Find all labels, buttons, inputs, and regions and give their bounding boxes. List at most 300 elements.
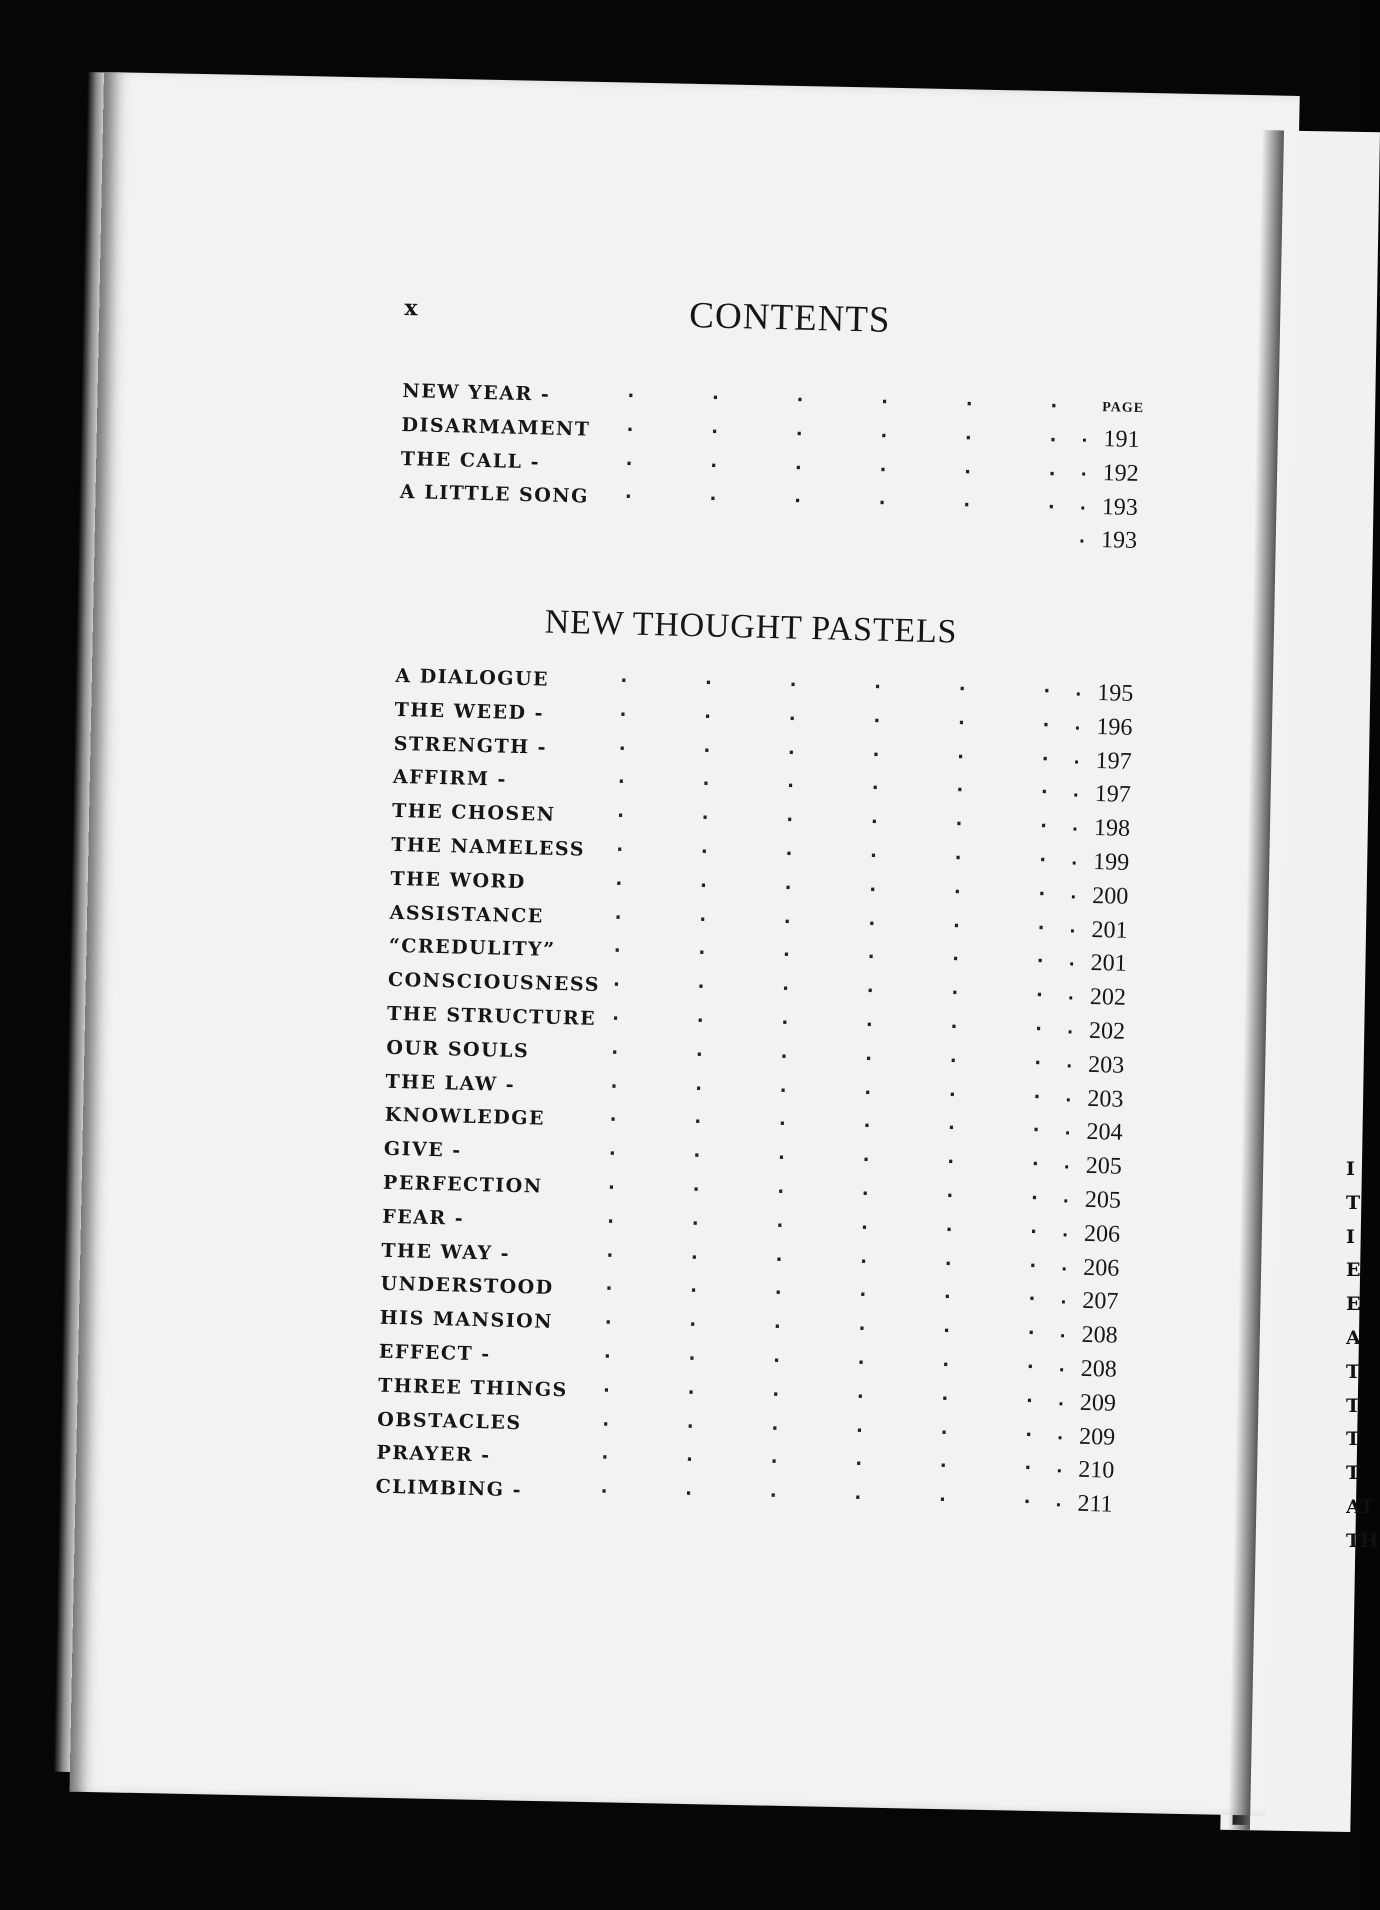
leader-dot: · [1039,849,1047,871]
leader-dot: · [710,421,719,443]
leader-dot: · [627,385,635,407]
toc-entry-page: 211 [1077,1490,1113,1518]
leader-dot: · [1056,1427,1064,1447]
leader-dot: · [702,773,710,795]
leader-dot: · [777,1147,786,1169]
leader-dot: · [789,674,797,696]
toc-entry-page: 203 [1087,1085,1124,1113]
leader-dot: · [784,877,792,899]
toc-entry-title: THE NAMELESS [391,833,586,861]
leader-dot: · [605,1278,613,1300]
leader-dot: · [687,1381,695,1404]
leader-dot: · [1043,680,1051,702]
leader-dot: · [859,1250,868,1273]
leader-dot: · [606,1210,615,1233]
leader-dot: · [957,712,966,734]
leader-dot: · [771,1417,779,1439]
leader-dot: · [1034,1018,1043,1040]
toc-entry-page: 209 [1078,1423,1116,1451]
toc-entry-page-wrapper [1063,1186,1122,1214]
toc-entry-page: 207 [1082,1288,1119,1316]
leader-dot: · [956,780,964,802]
right-page-fragment: T [1346,1191,1361,1214]
toc-entry-page-wrapper [1073,747,1132,775]
dot-leaders [620,670,1050,701]
toc-entry-page-wrapper [1066,1051,1125,1079]
toc-entry-page-wrapper [1074,713,1133,741]
leader-dot: · [1059,1326,1066,1346]
leader-dot: · [878,493,886,515]
toc-entry-page: 196 [1096,713,1133,741]
toc-entry-title: “CREDULITY” [388,935,556,962]
leader-dot: · [608,1143,616,1165]
leader-dot: · [871,777,879,800]
toc-entry-title: NEW YEAR - [402,379,551,406]
leader-dot: · [601,1447,609,1469]
right-page-fragment: E [1346,1259,1361,1282]
leader-dot: · [1024,1424,1033,1446]
leader-dot: · [603,1346,611,1368]
toc-entry-page: 208 [1081,1321,1118,1349]
leader-dot: · [867,946,875,969]
toc-entry-page: 199 [1092,848,1130,876]
toc-entry-page: 205 [1084,1186,1122,1214]
leader-dot: · [688,1348,696,1370]
leader-dot: · [1079,498,1087,518]
right-page-fragment: T [1346,1360,1361,1383]
leader-dot: · [958,678,966,700]
leader-dot: · [783,911,791,933]
toc-entry-page-wrapper [1069,916,1128,944]
toc-entry-page: 206 [1082,1254,1120,1282]
right-page-fragment: E [1346,1293,1361,1316]
toc-entry-title: THE STRUCTURE [386,1002,597,1030]
toc-entry-title: STRENGTH - [393,732,548,759]
leader-dot: · [1061,1225,1069,1245]
toc-entry-page-wrapper [1075,680,1134,708]
leader-dot: · [770,1451,778,1473]
leader-dot: · [955,813,963,835]
leader-dot: · [964,427,973,449]
leader-dot: · [946,1151,955,1173]
pastels-list [375,665,1155,1528]
toc-entry-title: FEAR - [381,1205,465,1230]
leader-dot: · [620,670,628,692]
leader-dot: · [788,708,796,730]
toc-entry-page-wrapper [1056,1457,1115,1485]
leader-dot: · [1025,1390,1034,1412]
leader-dot: · [945,1219,953,1241]
toc-entry-page: 191 [1103,426,1140,453]
toc-entry-title: KNOWLEDGE [384,1104,546,1131]
toc-entry-title: THREE THINGS [377,1374,569,1402]
right-page-fragment: A [1346,1326,1361,1349]
leader-dot: · [880,425,888,447]
leader-dot: · [703,706,712,728]
leader-dot: · [1065,1056,1073,1076]
leader-dot: · [699,875,708,897]
leader-dot: · [1028,1288,1036,1311]
leader-dot: · [868,879,877,901]
leader-dot: · [781,978,790,1000]
leader-dot: · [786,809,794,831]
toc-entry-title: ASSISTANCE [389,901,545,928]
toc-entry-page-wrapper [1061,1254,1120,1282]
toc-entry-title: AFFIRM - [392,766,508,792]
toc-entry-page-wrapper [1070,882,1129,910]
toc-entry-page-wrapper [1072,781,1131,809]
leader-dot: · [963,495,971,517]
leader-dot: · [1057,1394,1065,1414]
leader-dot: · [793,490,802,513]
leader-dot: · [1050,395,1058,417]
toc-entry-page: 202 [1089,984,1127,1011]
leader-dot: · [872,744,880,766]
leader-dot: · [704,672,713,694]
leader-dot: · [956,746,965,768]
leader-dot: · [689,1280,698,1302]
leader-dot: · [1026,1356,1034,1378]
leader-dot: · [1031,1153,1039,1175]
leader-dot: · [869,845,878,867]
toc-entry-page-wrapper [1058,1355,1117,1383]
leader-dot: · [1036,951,1044,973]
toc-entry-page-wrapper [1059,1321,1118,1349]
toc-entry-page: 210 [1078,1457,1115,1485]
toc-entry-page-wrapper [1079,527,1138,555]
leader-dot: · [1039,815,1048,838]
leader-dot: · [782,944,791,966]
page-title: CONTENTS [688,294,892,341]
leader-dot: · [700,841,708,863]
toc-entry-page: 193 [1100,527,1138,555]
toc-entry-title: UNDERSTOOD [380,1273,554,1300]
toc-entry-title: THE CALL - [400,447,541,473]
leader-dot: · [1055,1495,1062,1515]
leader-dot: · [611,1008,620,1030]
leader-dot: · [947,1117,956,1140]
leader-dot: · [1073,752,1080,772]
leader-dot: · [859,1284,867,1306]
leader-dot: · [1070,853,1078,873]
first-group-list [399,379,1162,555]
leader-dot: · [787,742,796,764]
leader-dot: · [1042,714,1050,736]
leader-dot: · [949,1050,957,1072]
leader-dot: · [689,1314,697,1336]
leader-dot: · [609,1109,617,1131]
leader-dot: · [615,873,623,895]
toc-entry-page: 198 [1093,815,1131,843]
leader-dot: · [860,1217,869,1239]
toc-entry-title: HIS MANSION [379,1306,554,1334]
toc-entry-title: EFFECT - [378,1340,491,1366]
leader-dot: · [1064,1123,1071,1143]
leader-dot: · [868,913,876,935]
right-page-fragment: I [1346,1158,1355,1180]
toc-entry-title: CLIMBING - [375,1475,523,1502]
leader-dot: · [944,1253,952,1275]
toc-entry-page-wrapper [1065,1085,1124,1113]
leader-dot: · [1041,748,1049,770]
leader-dot: · [693,1145,701,1167]
right-page-fragment: T [1346,1428,1361,1451]
toc-entry-page: 200 [1092,882,1129,910]
toc-entry-page-wrapper [1067,984,1126,1012]
leader-dot: · [685,1449,694,1471]
leader-dot: · [1074,684,1082,704]
contents-text-block [373,285,1165,1603]
leader-dot: · [1047,497,1055,519]
right-page-fragment: I [1346,1225,1355,1248]
leader-dot: · [616,805,625,827]
leader-dot: · [1030,1187,1039,1209]
toc-entry-title: DISARMAMENT [401,413,591,441]
leader-dot: · [796,389,804,411]
leader-dot: · [943,1286,952,1308]
leader-dot: · [940,1421,948,1444]
leader-dot: · [618,737,626,760]
leader-dot: · [1038,883,1046,905]
leader-dot: · [703,740,711,762]
leader-dot: · [950,1016,958,1038]
right-page-fragment: TH [1346,1529,1379,1552]
leader-dot: · [694,1111,702,1133]
leader-dot: · [1058,1360,1066,1380]
leader-dot: · [780,1046,788,1068]
leader-dot: · [1070,887,1077,907]
leader-dot: · [939,1455,947,1477]
leader-dot: · [626,419,634,441]
toc-entry-title: THE CHOSEN [391,800,556,827]
leader-dot: · [954,847,962,869]
right-page-text-fragments [1346,1153,1378,1559]
leader-dot: · [795,423,803,445]
leader-dot: · [611,1042,619,1064]
toc-entry-page: 205 [1085,1153,1123,1180]
leader-dot: · [880,391,889,413]
toc-entry-page: 201 [1090,950,1128,978]
leader-dot: · [854,1453,863,1475]
toc-entry-page-wrapper [1055,1490,1113,1518]
leader-dot: · [614,906,622,929]
toc-entry-page: 193 [1101,493,1139,521]
right-page-fragment: AT [1346,1495,1374,1518]
leader-dot: · [1029,1255,1037,1277]
dot-leaders [627,385,1057,416]
toc-entry-page-wrapper [1064,1119,1123,1147]
toc-entry-title: THE WAY - [381,1239,511,1265]
leader-dot: · [769,1485,777,1507]
leader-dot: · [1049,429,1057,451]
leader-dot: · [938,1489,947,1511]
leader-dot: · [1034,1052,1042,1074]
leader-dot: · [1063,1157,1070,1177]
leader-dot: · [1033,1086,1041,1108]
leader-dot: · [785,843,793,865]
leader-dot: · [942,1320,951,1342]
leader-dot: · [606,1244,614,1266]
toc-entry-page: 197 [1095,747,1132,775]
leader-dot: · [952,915,961,937]
toc-entry-page: 208 [1080,1355,1118,1383]
toc-entry-title: THE LAW - [385,1070,516,1096]
toc-entry-page-wrapper [1067,1017,1126,1045]
toc-entry-page-wrapper [1072,815,1131,843]
leader-dot: · [786,775,795,798]
leader-dot: · [1072,785,1080,806]
leader-dot: · [953,881,961,903]
leader-dot: · [870,811,878,833]
leader-dot: · [711,387,720,409]
leader-dot: · [857,1352,865,1374]
leader-dot: · [1027,1322,1035,1344]
leader-dot: · [1040,782,1049,804]
leader-dot: · [856,1386,864,1408]
leader-dot: · [624,486,632,508]
leader-dot: · [855,1419,864,1442]
page-column-label: PAGE [1102,400,1145,417]
toc-entry-title: CONSCIOUSNESS [387,968,601,997]
leader-dot: · [613,940,621,962]
toc-entry-title: THE WORD [390,867,527,893]
leader-dot: · [1023,1491,1031,1513]
leader-dot: · [873,710,881,732]
leader-dot: · [625,453,633,475]
leader-dot: · [778,1113,786,1135]
leader-dot: · [776,1215,784,1237]
toc-entry-title: A DIALOGUE [395,664,550,691]
leader-dot: · [965,393,973,415]
leader-dot: · [601,1413,610,1435]
leader-dot: · [1029,1221,1038,1243]
right-page-fragment: T [1346,1394,1361,1417]
toc-entry-page: 204 [1086,1119,1123,1147]
leader-dot: · [774,1282,782,1304]
leader-dot: · [1081,430,1088,450]
leader-dot: · [854,1487,862,1509]
leader-dot: · [879,459,887,481]
leader-dot: · [776,1181,785,1203]
leader-dot: · [1060,1292,1067,1312]
leader-dot: · [1071,819,1079,839]
leader-dot: · [794,457,803,479]
leader-dot: · [602,1379,611,1402]
toc-entry-page-wrapper [1068,950,1127,978]
leader-dot: · [691,1213,699,1235]
leader-dot: · [772,1350,781,1372]
leader-dot: · [616,839,624,861]
leader-dot: · [1068,954,1075,974]
toc-entry-page: 206 [1083,1220,1121,1248]
toc-entry-page: 201 [1091,916,1128,944]
leader-dot: · [1067,988,1075,1008]
leader-dot: · [617,771,626,793]
leader-dot: · [697,976,705,998]
leader-dot: · [1062,1191,1070,1211]
leader-dot: · [1035,984,1044,1006]
leader-dot: · [696,1010,704,1032]
toc-entry-title: THE WEED - [394,698,545,725]
leader-dot: · [775,1248,783,1271]
toc-entry-title: OUR SOULS [386,1036,530,1063]
toc-entry-page-wrapper [1058,1389,1117,1417]
section-heading: NEW THOUGHT PASTELS [544,603,958,651]
leader-dot: · [951,948,960,971]
leader-dot: · [1032,1119,1040,1142]
leader-dot: · [873,676,882,698]
leader-dot: · [698,908,707,931]
leader-dot: · [600,1481,608,1503]
leader-dot: · [694,1077,703,1100]
leader-dot: · [1048,463,1056,485]
leader-dot: · [684,1483,693,1505]
toc-entry-page-wrapper [1071,848,1130,876]
leader-dot: · [864,1048,873,1070]
leader-dot: · [864,1082,872,1104]
leader-dot: · [1074,718,1081,738]
leader-dot: · [861,1183,869,1205]
leader-dot: · [773,1316,782,1338]
leader-dot: · [948,1084,956,1106]
leader-dot: · [610,1075,618,1097]
leader-dot: · [612,974,621,996]
toc-entry-page: 195 [1096,680,1134,707]
toc-entry-title: PERFECTION [382,1171,543,1198]
leader-dot: · [1080,464,1087,484]
leader-dot: · [1055,1461,1063,1481]
leader-dot: · [858,1318,866,1340]
leader-dot: · [604,1312,612,1334]
leader-dot: · [781,1012,789,1034]
page-number: x [404,294,418,322]
toc-entry-page: 202 [1088,1017,1126,1045]
leader-dot: · [1060,1258,1068,1279]
leader-dot: · [607,1177,616,1199]
leader-dot: · [698,942,706,964]
leader-dot: · [866,980,874,1002]
leader-dot: · [1037,917,1045,939]
toc-entry-page: 203 [1087,1051,1125,1079]
leader-dot: · [692,1179,700,1201]
leader-dot: · [619,704,627,726]
toc-entry-title: OBSTACLES [377,1408,522,1434]
leader-dot: · [695,1044,704,1066]
toc-entry-title: A LITTLE SONG [399,481,590,508]
toc-entry-page-wrapper [1062,1220,1121,1248]
right-page-fragment: T [1346,1462,1361,1485]
leader-dot: · [1078,531,1086,552]
leader-dot: · [1069,921,1076,941]
toc-entry-page: 209 [1079,1389,1117,1417]
leader-dot: · [709,488,717,511]
toc-entry-page-wrapper [1063,1153,1122,1181]
leader-dot: · [951,982,959,1004]
leader-dot: · [942,1354,950,1376]
leader-dot: · [779,1079,787,1102]
leader-dot: · [690,1246,699,1268]
leader-dot: · [863,1115,871,1137]
leader-dot: · [1065,1089,1072,1110]
leader-dot: · [701,807,709,829]
leader-dot: · [1024,1457,1032,1479]
leader-dot: · [862,1149,870,1171]
leader-dot: · [865,1014,874,1036]
leader-dot: · [710,455,718,477]
leader-dot: · [686,1415,694,1437]
leader-dot: · [946,1185,954,1207]
leader-dot: · [1066,1022,1074,1042]
